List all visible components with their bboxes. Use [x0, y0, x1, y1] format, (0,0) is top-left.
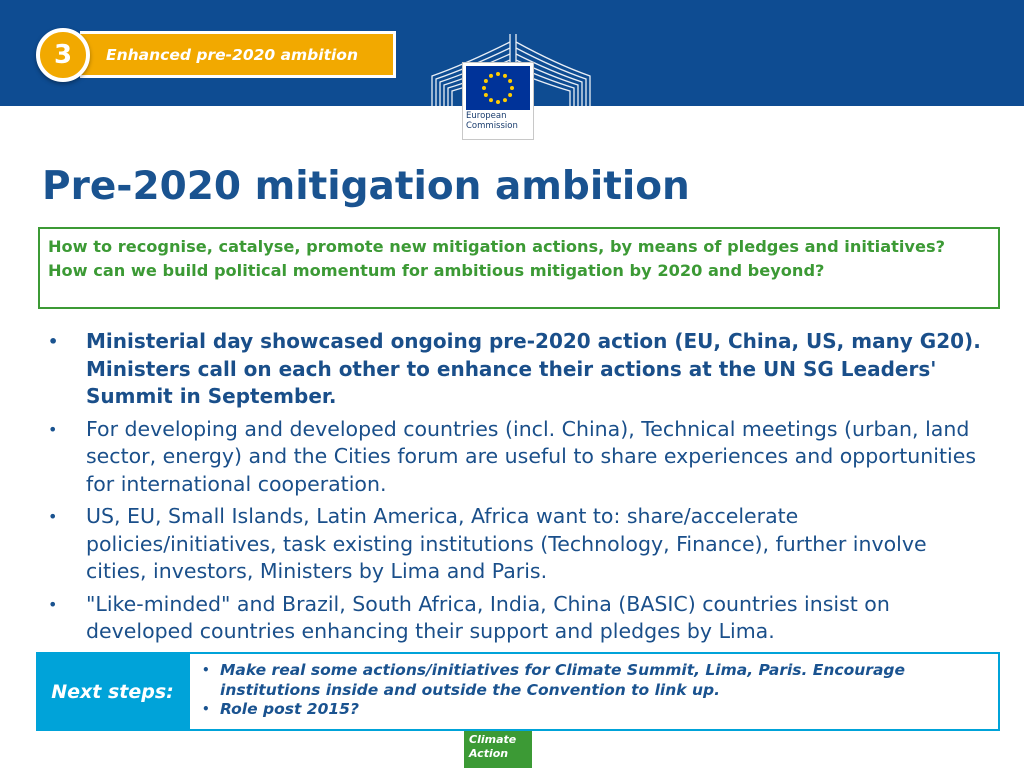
- section-number-badge: [36, 28, 90, 82]
- next-steps-box: [36, 652, 1000, 731]
- bullet-icon: •: [48, 332, 59, 351]
- bullet-icon: •: [202, 702, 210, 716]
- question-box: [38, 227, 1000, 309]
- next-steps-item-text: Role post 2015?: [220, 700, 359, 718]
- tag-line-2: Action: [469, 747, 509, 760]
- commission-logo: [462, 62, 534, 140]
- bullet-item: [44, 591, 984, 646]
- climate-action-tag: [464, 731, 532, 768]
- page-title: Pre-2020 mitigation ambition: [42, 164, 690, 209]
- logo-line-1: European: [466, 111, 507, 121]
- bullet-text: Ministerial day showcased ongoing pre-2020 action (EU, China, US, many G20). Ministers call on each other to enhance their actions at the UN SG Leaders' Summit in September.: [86, 329, 981, 408]
- bullet-item: [44, 328, 984, 411]
- next-steps-content: [190, 654, 998, 729]
- bullet-icon: •: [48, 507, 58, 526]
- next-steps-item: [200, 661, 988, 700]
- next-steps-item: [200, 700, 988, 720]
- eu-flag-icon: [466, 66, 530, 110]
- bullet-text: For developing and developed countries (incl. China), Technical meetings (urban, land sector, energy) and the Cities forum are useful to share experiences and opportunities for international cooperation.: [86, 416, 977, 496]
- logo-line-2: Commission: [466, 121, 518, 131]
- section-label: [80, 31, 396, 78]
- bullet-item: [44, 416, 984, 499]
- next-steps-label: [36, 652, 189, 731]
- bullet-text: US, EU, Small Islands, Latin America, Africa want to: share/accelerate policies/initiatives, task existing institutions (Technology, Finance), further involve cities, investors, Ministers by Lima and Paris.: [86, 504, 927, 583]
- section-number: 3: [53, 40, 73, 70]
- section-label-text: Enhanced pre-2020 ambition: [106, 45, 358, 64]
- bullet-icon: •: [202, 663, 210, 677]
- bullet-icon: •: [48, 594, 58, 614]
- next-steps-label-text: Next steps:: [51, 680, 174, 703]
- bullet-icon: •: [48, 419, 58, 439]
- bullet-list: [44, 328, 984, 651]
- logo-text: [466, 111, 518, 131]
- bullet-item: [44, 503, 984, 586]
- next-steps-item-text: Make real some actions/initiatives for Climate Summit, Lima, Paris. Encourage institutions inside and outside the Convention to link up.: [220, 661, 906, 699]
- bullet-text: "Like-minded" and Brazil, South Africa, India, China (BASIC) countries insist on developed countries enhancing their support and pledges by Lima.: [86, 591, 890, 643]
- tag-line-1: Climate: [469, 733, 517, 746]
- question-text: How to recognise, catalyse, promote new mitigation actions, by means of pledges and initiatives? How can we build political momentum for ambitious mitigation by 2020 and beyond?: [48, 237, 945, 280]
- next-steps-list: [200, 661, 988, 720]
